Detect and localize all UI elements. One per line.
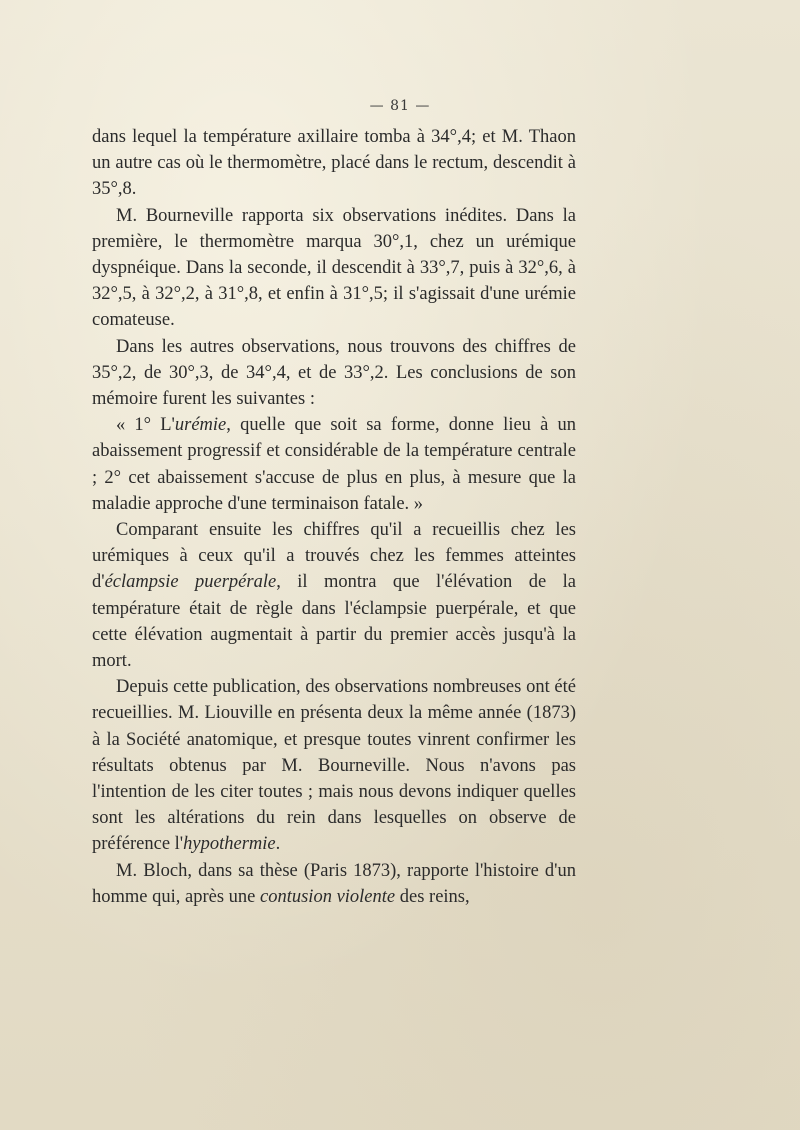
paragraph xyxy=(92,412,576,517)
text-segment: Comparant ensuite les chiffres qu'il a recueillis chez les urémiques à ceux qu'il a trouvés chez les femmes atteintes d' xyxy=(92,520,576,593)
text-segment: « 1° L' xyxy=(116,415,175,436)
paragraph xyxy=(92,517,576,674)
text-segment: Dans les autres observations, nous trouvons des chiffres de 35°,2, de 30°,3, de 34°,4, et de 33°,2. Les conclusions de son mémoire furent les suivantes : xyxy=(92,336,576,410)
paragraph xyxy=(92,674,576,857)
italic-text: urémie xyxy=(174,415,227,436)
paragraph xyxy=(92,334,576,413)
paragraph xyxy=(92,858,576,910)
text-segment: Depuis cette publication, des observations nombreuses ont été recueillies. M. Liouville en présenta deux la même année (1873) à la Société anatomique, et presque toutes vinrent confirmer les résultats obtenus par M. Bourneville. Nous n'avons pas l'intention de les citer toutes ; mais nous devons indiquer quelles sont les altérations du rein dans lesquelles on observe de préférence l' xyxy=(92,677,576,855)
text-segment: , il montra que l'élévation de la température était de règle dans l'éclampsie puerpérale, et que cette élévation augmentait à partir du premier accès jusqu'à la mort. xyxy=(92,572,577,672)
text-segment: M. Bloch, dans sa thèse (Paris 1873), rapporte l'histoire d'un homme qui, après une xyxy=(92,860,576,907)
text-segment: . xyxy=(275,834,281,855)
page-number: — 81 — xyxy=(369,98,431,114)
italic-text: éclampsie puerpérale xyxy=(104,572,277,593)
paragraph xyxy=(92,203,576,334)
text-segment: M. Bourneville rapporta six observations inédites. Dans la première, le thermomètre marqua 30°,1, chez un urémique dyspnéique. Dans la seconde, il descendit à 33°,7, puis à 32°,6, à 32°,5, à 32°,2, à 31°,8, et enfin à 31°,5; il s'agissait d'une urémie comateuse. xyxy=(92,205,576,331)
body-text xyxy=(92,124,576,910)
text-segment: des reins, xyxy=(395,886,470,907)
italic-text: contusion violente xyxy=(260,886,396,907)
italic-text: hypothermie xyxy=(183,834,276,855)
text-segment: dans lequel la température axillaire tomba à 34°,4; et M. Thaon un autre cas où le thermomètre, placé dans le rectum, descendit à 35°,8. xyxy=(92,127,576,200)
text-segment: , quelle que soit sa forme, donne lieu à un abaissement progressif et considérable de la température centrale ; 2° cet abaissement s'accuse de plus en plus, à mesure que la maladie approche d'une terminaison fatale. » xyxy=(92,415,576,514)
paragraph xyxy=(92,124,576,203)
